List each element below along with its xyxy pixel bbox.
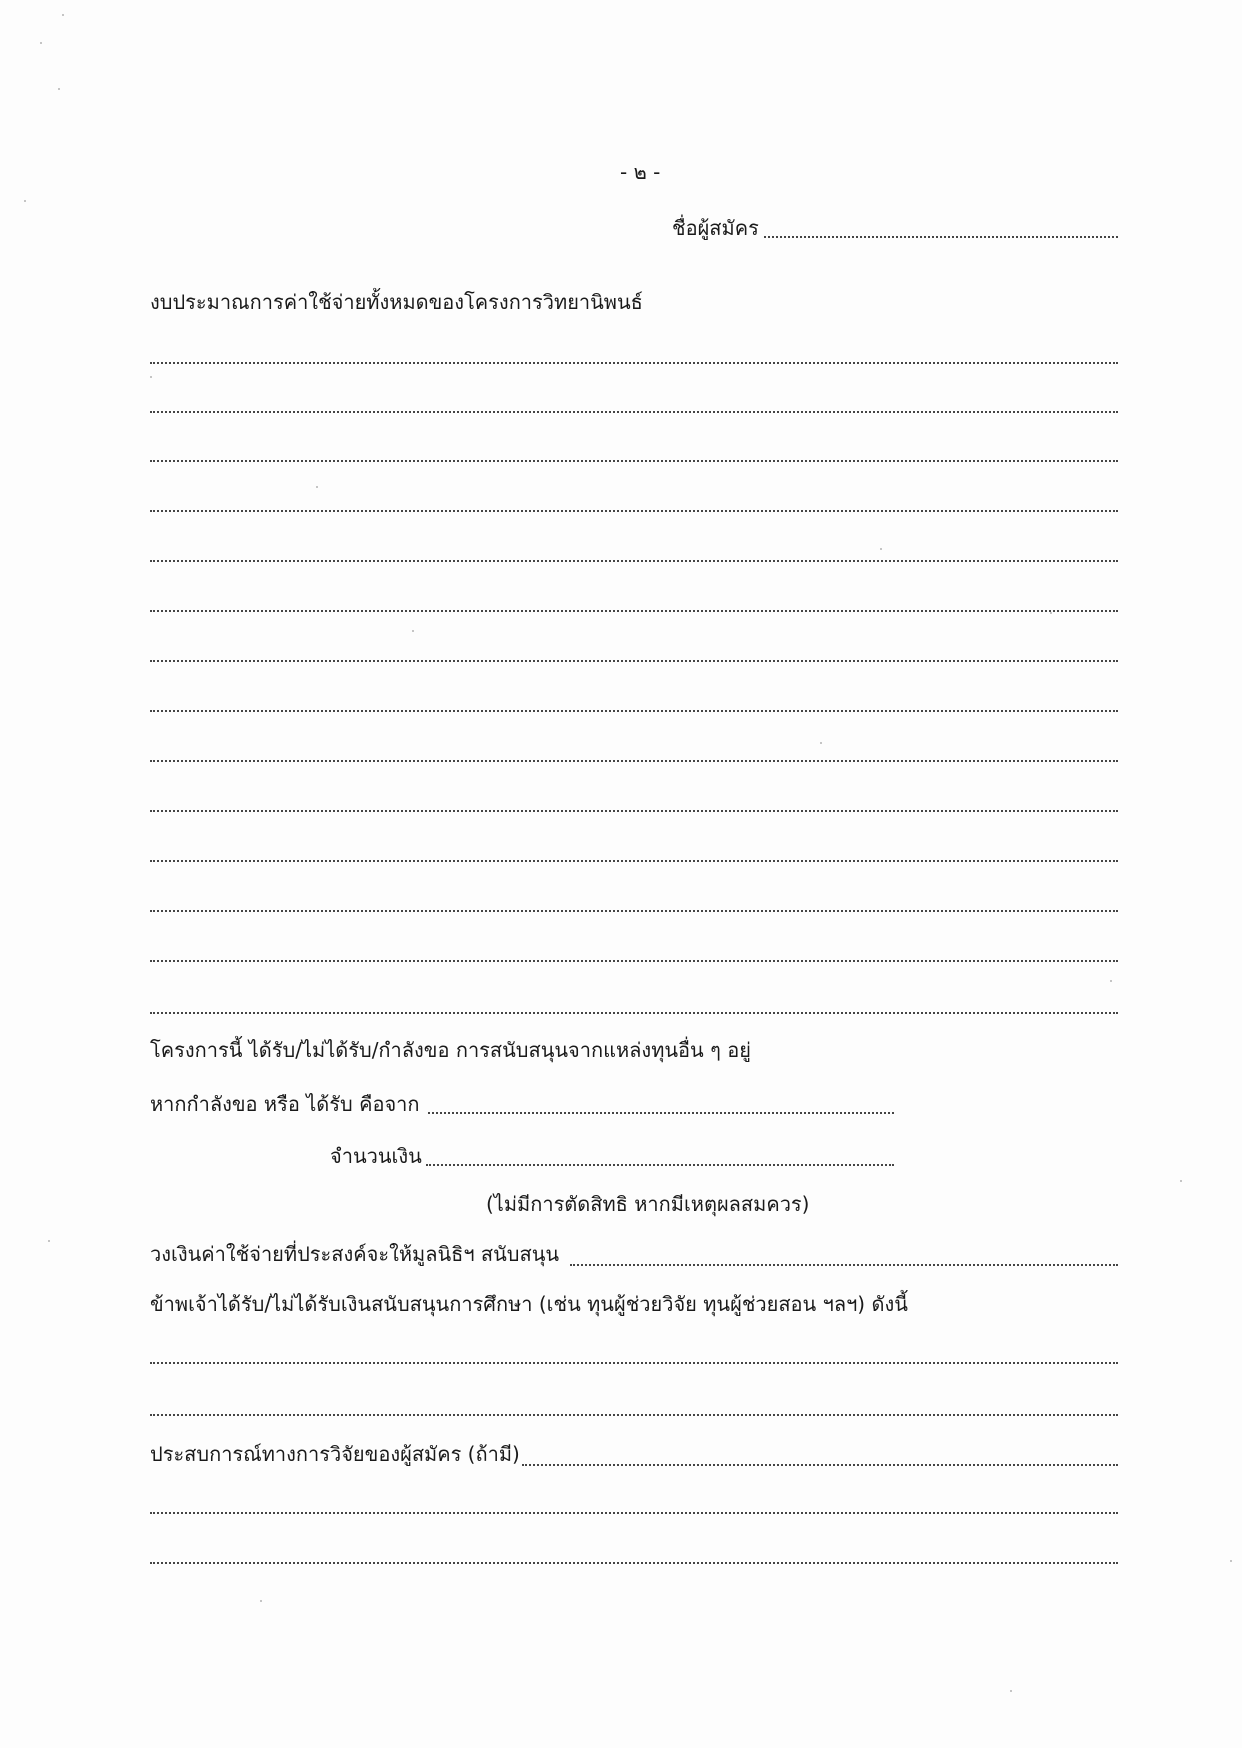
requested-amount-field[interactable] [570,1264,1118,1266]
budget-field-line[interactable] [150,1012,1118,1014]
budget-field-line[interactable] [150,510,1118,512]
budget-field-line[interactable] [150,411,1118,413]
rights-note: (ไม่มีการตัดสิทธิ หากมีเหตุผลสมควร) [486,1192,810,1216]
scholarship-statement: ข้าพเจ้าได้รับ/ไม่ได้รับเงินสนับสนุนการศึกษา (เช่น ทุนผู้ช่วยวิจัย ทุนผู้ช่วยสอน ฯลฯ) ดังนี้ [150,1292,908,1316]
research-experience-line[interactable] [150,1562,1118,1564]
research-experience-label: ประสบการณ์ทางการวิจัยของผู้สมัคร (ถ้ามี) [150,1442,520,1466]
budget-field-line[interactable] [150,362,1118,364]
budget-field-line[interactable] [150,710,1118,712]
scholarship-field-line[interactable] [150,1362,1118,1364]
budget-field-line[interactable] [150,610,1118,612]
scholarship-field-line[interactable] [150,1414,1118,1416]
budget-field-line[interactable] [150,460,1118,462]
requested-amount-label: วงเงินค่าใช้จ่ายที่ประสงค์จะให้มูลนิธิฯ สนับสนุน [150,1242,560,1266]
research-experience-line[interactable] [150,1512,1118,1514]
page-number: - ๒ - [620,160,661,184]
budget-heading: งบประมาณการค่าใช้จ่ายทั้งหมดของโครงการวิทยานิพนธ์ [150,290,643,314]
amount-field[interactable] [426,1164,894,1166]
budget-field-line[interactable] [150,660,1118,662]
funding-source-label: หากกำลังขอ หรือ ได้รับ คือจาก [150,1092,420,1116]
budget-field-line[interactable] [150,810,1118,812]
budget-field-line[interactable] [150,910,1118,912]
applicant-name-field[interactable] [764,236,1118,238]
funding-source-field[interactable] [428,1112,894,1114]
budget-field-line[interactable] [150,960,1118,962]
budget-field-line[interactable] [150,560,1118,562]
amount-label: จำนวนเงิน [330,1144,422,1168]
budget-field-line[interactable] [150,860,1118,862]
research-experience-field[interactable] [522,1464,1118,1466]
applicant-name-label: ชื่อผู้สมัคร [672,216,759,240]
budget-field-line[interactable] [150,760,1118,762]
funding-status-text: โครงการนี้ ได้รับ/ไม่ได้รับ/กำลังขอ การสนับสนุนจากแหล่งทุนอื่น ๆ อยู่ [150,1038,751,1062]
